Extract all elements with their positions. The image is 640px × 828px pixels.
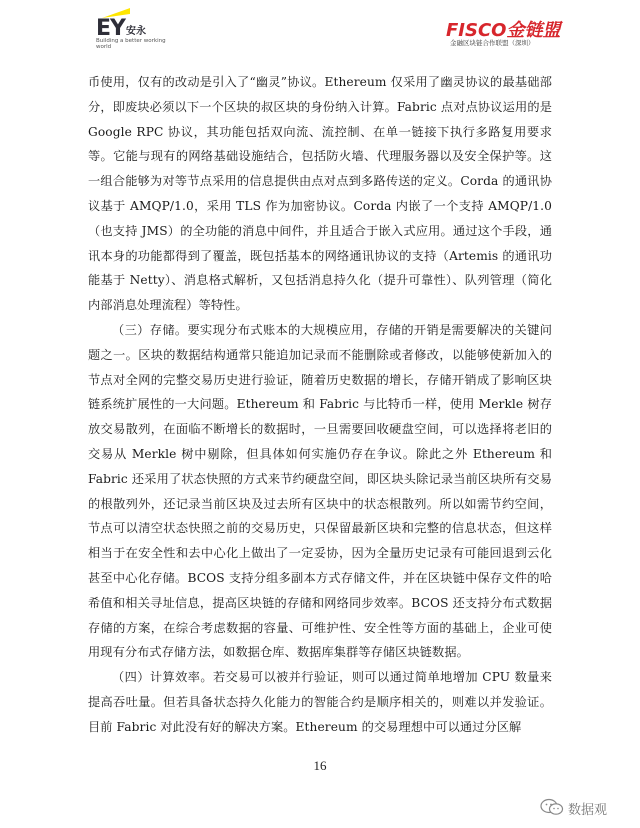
fisco-logo [446, 16, 566, 52]
document-body [88, 70, 552, 740]
paragraph-protocols: 币使用，仅有的改动是引入了“幽灵”协议。Ethereum 仅采用了幽灵协议的最基础部分，即废块必须以下一个区块的叔区块的身份纳入计算。Fabric 点对点协议运用的是 Google RPC 协议，其功能包括双向流、流控制、在单一链接下执行多路复用要求等。它能与现有的网络基础设施结合，包括防火墙、代理服务器以及安全保护等。这一组合能够为对等节点采用的信息提供由点对点到多路传送的定义。Corda 的通讯协议基于 AMQP/1.0，采用 TLS 作为加密协议。Corda 内嵌了一个支持 AMQP/1.0（也支持 JMS）的全功能的消息中间件，并且适合于嵌入式应用。通过这个手段，通讯本身的功能都得到了覆盖，既包括基本的网络通讯协议的支持（Artemis 的通讯功能基于 Netty）、消息格式解析，又包括消息持久化（提升可靠性）、队列管理（简化内部消息处理流程）等特性。 [88, 75, 552, 313]
page-number: 16 [313, 758, 327, 773]
ey-tagline: Building a better working world [96, 38, 166, 50]
page-header [0, 0, 640, 56]
paragraph-storage: （三）存储。要实现分布式账本的大规模应用，存储的开销是需要解决的关键问题之一。区块的数据结构通常只能追加记录而不能删除或者修改，以能够使新加入的节点对全网的完整交易历史进行验证，随着历史数据的增长，存储开销成了影响区块链系统扩展性的一大问题。Ethereum 和 Fabric 与比特币一样，使用 Merkle 树存放交易散列，在面临不断增长的数据时，一旦需要回收硬盘空间，可以选择将老旧的交易从 Merkle 树中剔除，但具体如何实施仍存在争议。除此之外 Ethereum 和 Fabric 还采用了状态快照的方式来节约硬盘空间，即区块头除记录当前区块所有交易的根散列外，还记录当前区块及过去所有区块中的状态根散列。所以如需节约空间，节点可以清空状态快照之前的交易历史，只保留最新区块和完整的信息状态，但这样相当于在安全性和去中心化上做出了一定妥协，因为全量历史记录有可能回退到云化甚至中心化存储。BCOS 支持分组多副本方式存储文件，并在区块链中保存文件的哈希值和相关寻址信息，提高区块链的存储和网络同步效率。BCOS 还支持分布式数据存储的方案，在综合考虑数据的容量、可维护性、安全性等方面的基础上，企业可使用现有分布式存储方法，如数据仓库、数据库集群等存储区块链数据。 [88, 322, 552, 660]
wechat-icon [540, 798, 564, 816]
ey-brand-cn: 安永 [126, 26, 146, 37]
paragraph-computation: （四）计算效率。若交易可以被并行验证，则可以通过简单地增加 CPU 数量来提高吞吐量。但若具备状态持久化能力的智能合约是顺序相关的，则难以并发验证。目前 Fabric 对此没有好的解决方案。Ethereum 的交易理想中可以通过分区解 [88, 670, 552, 734]
watermark-text: 数据观 [568, 803, 608, 818]
fisco-subtitle: 金融区块链合作联盟（深圳） [450, 39, 535, 47]
fisco-brand: FISCO金链盟 [446, 20, 561, 41]
ey-logo [96, 8, 176, 52]
ey-brand: EY [96, 16, 125, 41]
